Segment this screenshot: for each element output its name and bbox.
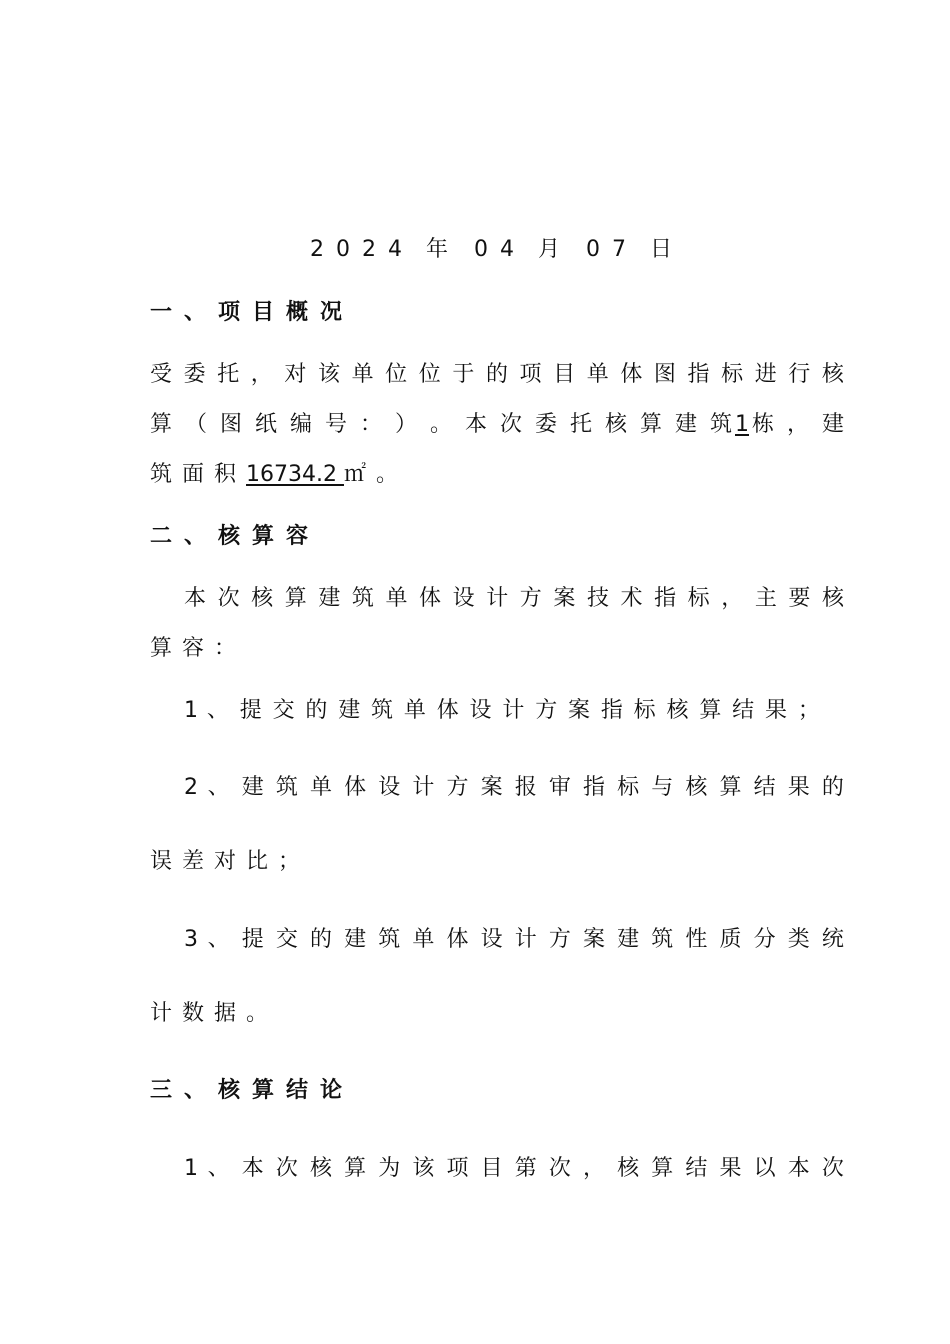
- section2-intro-line2: 算容：: [150, 636, 247, 661]
- section2-item1: 1 、 提 交 的 建 筑 单 体 设 计 方 案 指 标 核 算 结 果 ；: [184, 698, 820, 723]
- date-month: 04: [473, 237, 526, 262]
- section2-item2-line2: 误差对比；: [150, 849, 311, 874]
- section1-paragraph-line1: 受 委 托 ， 对 该 单 位 位 于 的 项 目 单 体 图 指 标 进 行 核: [150, 362, 844, 387]
- section1-line2-text: 算 （ 图 纸 编 号 ： ） 。 本 次 委 托 核 算 建 筑: [150, 412, 735, 437]
- section3-item1-line1: 1 、 本 次 核 算 为 该 项 目 第 次 ， 核 算 结 果 以 本 次: [184, 1156, 844, 1181]
- building-area: 16734.2: [246, 462, 344, 487]
- report-date: [0, 235, 950, 265]
- section1-heading: 一、项目概况: [150, 300, 355, 325]
- area-unit: ㎡。: [343, 462, 408, 487]
- section2-item3-line1: 3 、 提 交 的 建 筑 单 体 设 计 方 案 建 筑 性 质 分 类 统: [184, 927, 844, 952]
- section2-heading: 二、核算容: [150, 524, 321, 549]
- section2-intro-line1: 本 次 核 算 建 筑 单 体 设 计 方 案 技 术 指 标 ， 主 要 核: [184, 586, 844, 611]
- section2-item3-line2: 计数据。: [150, 1001, 279, 1026]
- section1-line3-text: 筑面积: [150, 462, 247, 487]
- section1-paragraph-line2: [150, 410, 844, 440]
- date-day-unit: 日: [650, 237, 685, 262]
- date-month-unit: 月: [537, 237, 572, 262]
- date-year: 2024: [309, 237, 414, 262]
- section3-heading: 三、核算结论: [150, 1078, 355, 1103]
- date-year-unit: 年: [425, 237, 460, 262]
- section1-line2-suffix: 栋 ， 建: [749, 412, 844, 437]
- section1-paragraph-line3: [150, 460, 844, 490]
- date-day: 07: [586, 237, 638, 262]
- section2-item2-line1: 2 、 建 筑 单 体 设 计 方 案 报 审 指 标 与 核 算 结 果 的: [184, 775, 844, 800]
- building-count: 1: [735, 412, 749, 437]
